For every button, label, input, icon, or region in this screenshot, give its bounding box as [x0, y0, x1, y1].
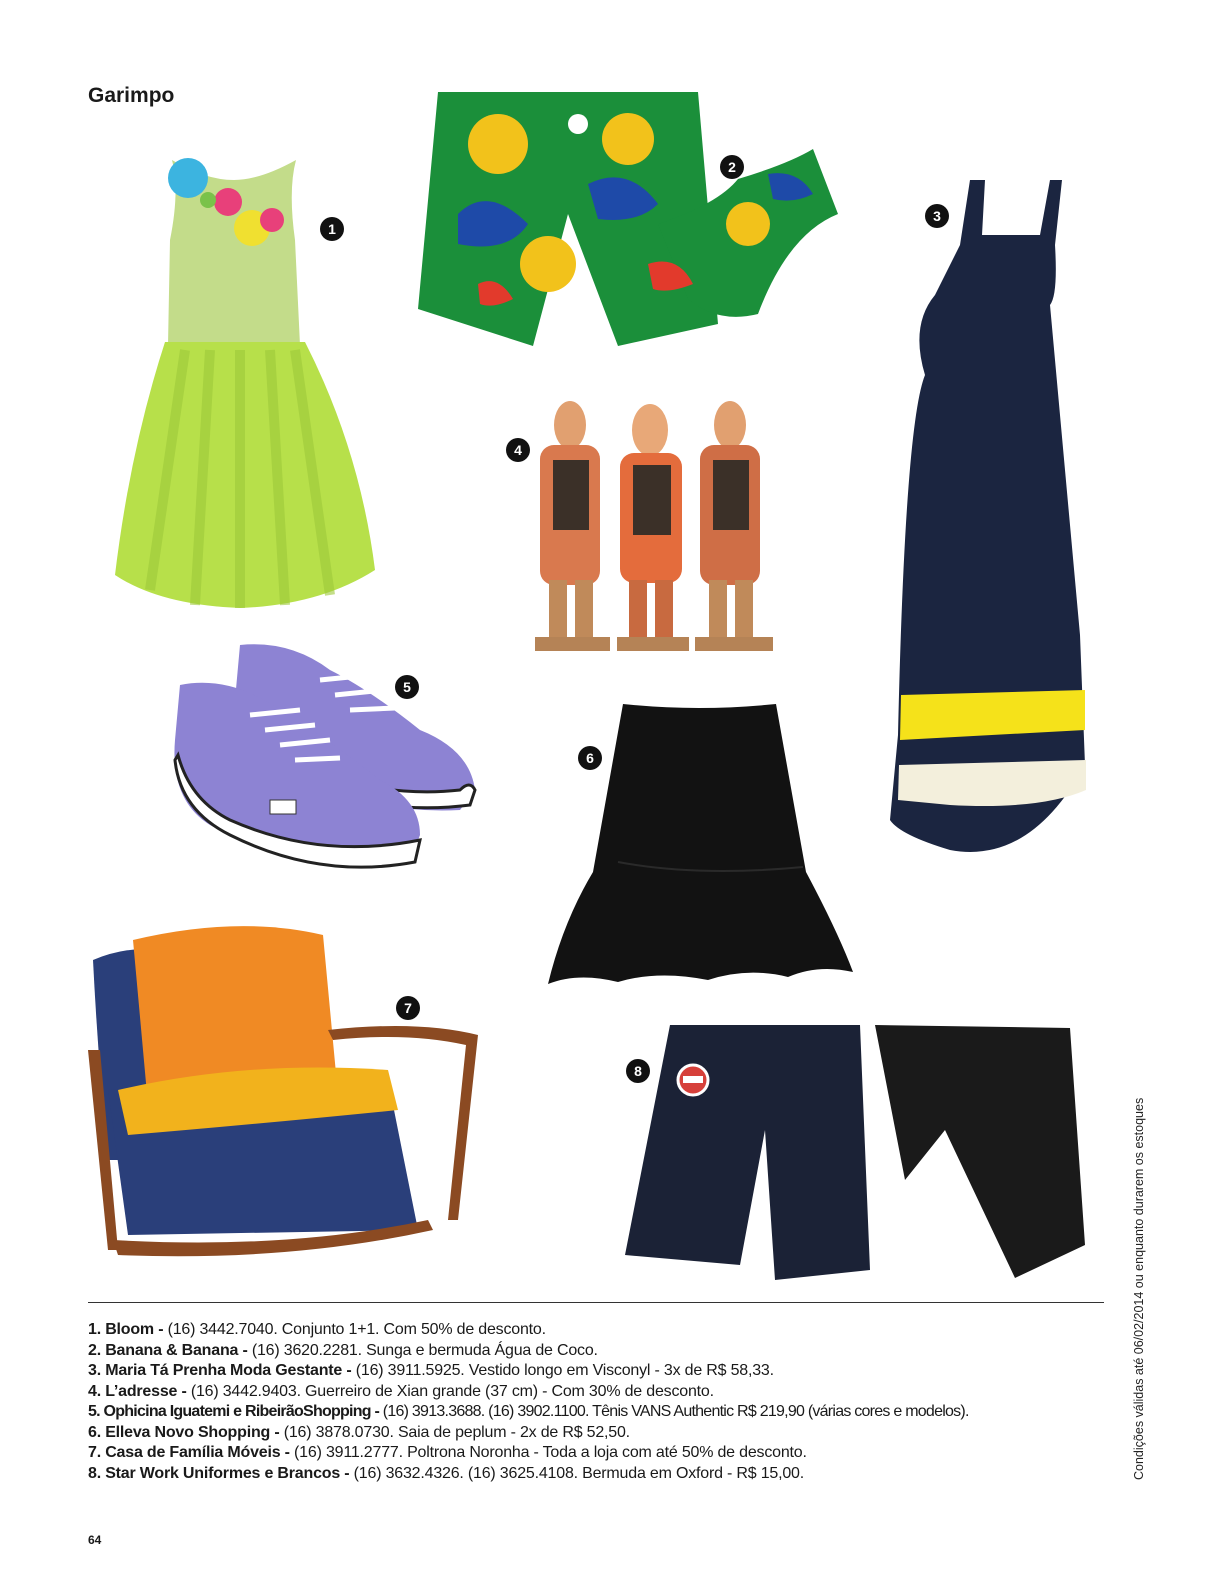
listing-details: (16) 3911.2777. Poltrona Noronha - Toda a loja com até 50% de desconto. [289, 1444, 807, 1461]
listing-store: 4. L’adresse - [88, 1382, 187, 1400]
listing-details: (16) 3911.5925. Vestido longo em Visconyl - 3x de R$ 58,33. [351, 1362, 774, 1379]
listing-row-5 [88, 1402, 1108, 1423]
listing-row-7 [88, 1443, 1108, 1464]
listing-store: 7. Casa de Família Móveis - [88, 1444, 290, 1461]
product-8-number-badge: 8 [626, 1059, 650, 1083]
listing-details: (16) 3442.7040. Conjunto 1+1. Com 50% de desconto. [163, 1321, 546, 1338]
product-3-number-badge: 3 [925, 204, 949, 228]
product-2-swimwear-image[interactable] [418, 84, 840, 346]
listing-row-4 [88, 1382, 1108, 1403]
product-3-maxi-dress-image[interactable] [890, 175, 1090, 855]
listing-details: (16) 3442.9403. Guerreiro de Xian grande (37 cm) - Com 30% de desconto. [186, 1382, 714, 1400]
product-8-bermuda-shorts-image[interactable] [615, 1020, 1087, 1285]
listing-store: 1. Bloom - [88, 1321, 164, 1338]
product-1-dress-image[interactable] [110, 150, 390, 610]
listing-store: 3. Maria Tá Prenha Moda Gestante - [88, 1362, 352, 1379]
listing-store: 5. Ophicina Iguatemi e RibeirãoShopping - [88, 1403, 380, 1420]
product-7-number-badge: 7 [396, 996, 420, 1020]
listing-details: (16) 3878.0730. Saia de peplum - 2x de R$ 52,50. [279, 1423, 630, 1441]
listing-details: (16) 3632.4326. (16) 3625.4108. Bermuda em Oxford - R$ 15,00. [349, 1464, 804, 1482]
store-listings [88, 1320, 1108, 1484]
listing-row-2 [88, 1341, 1108, 1362]
listing-store: 8. Star Work Uniformes e Brancos - [88, 1464, 350, 1482]
product-2-number-badge: 2 [720, 155, 744, 179]
validity-side-note: Condições válidas até 06/02/2014 ou enquanto durarem os estoques [1132, 1097, 1146, 1480]
page-number: 64 [88, 1533, 102, 1547]
product-5-sneakers-image[interactable] [170, 640, 480, 890]
product-7-armchair-image[interactable] [88, 910, 483, 1270]
listing-row-1 [88, 1320, 1108, 1341]
listing-row-8 [88, 1464, 1108, 1485]
product-4-warrior-statues-image[interactable] [525, 385, 780, 665]
section-divider [88, 1302, 1104, 1303]
listing-row-3 [88, 1361, 1108, 1382]
section-title: Garimpo [88, 84, 175, 107]
listing-store: 6. Elleva Novo Shopping - [88, 1423, 280, 1441]
product-4-number-badge: 4 [506, 438, 530, 462]
product-5-number-badge: 5 [395, 675, 419, 699]
product-1-number-badge: 1 [320, 217, 344, 241]
listing-details: (16) 3620.2281. Sunga e bermuda Água de Coco. [247, 1341, 598, 1359]
listing-details: (16) 3913.3688. (16) 3902.1100. Tênis VANS Authentic R$ 219,90 (várias cores e modelos). [379, 1403, 969, 1420]
product-6-number-badge: 6 [578, 746, 602, 770]
listing-store: 2. Banana & Banana - [88, 1341, 248, 1359]
listing-row-6 [88, 1423, 1108, 1444]
product-6-peplum-skirt-image[interactable] [548, 702, 854, 984]
